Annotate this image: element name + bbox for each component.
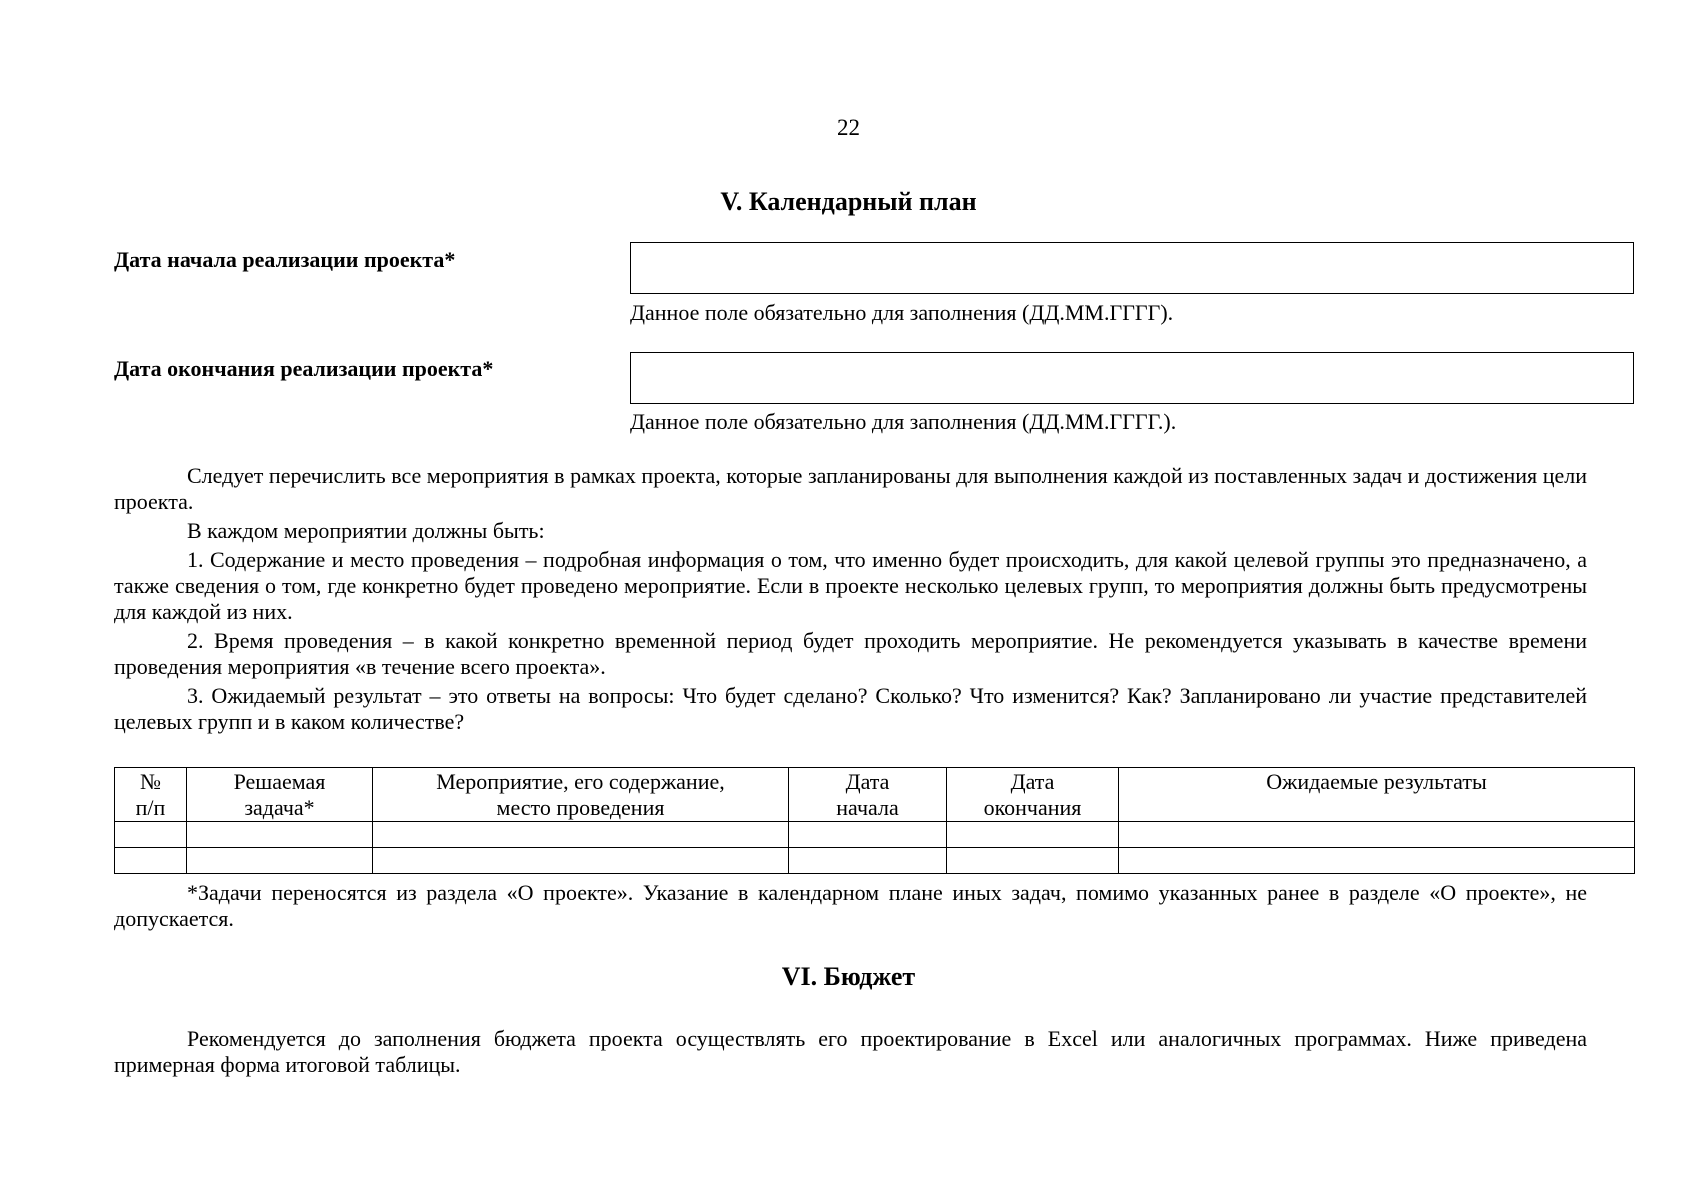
table-cell[interactable]: [115, 822, 187, 848]
header-task: Решаемая задача*: [187, 768, 373, 822]
start-date-label: Дата начала реализации проекта*: [114, 247, 456, 272]
table-cell[interactable]: [187, 822, 373, 848]
instructions-text: [114, 463, 1587, 738]
budget-text: [114, 1026, 1587, 1078]
header-start-date: Дата начала: [789, 768, 947, 822]
header-event: Мероприятие, его содержание, место проведения: [373, 768, 789, 822]
table-cell[interactable]: [115, 848, 187, 874]
budget-paragraph: Рекомендуется до заполнения бюджета проекта осуществлять его проектирование в Excel или аналогичных программах. Ниже приведена примерная форма итоговой таблицы.: [114, 1026, 1587, 1077]
section-title-budget: VI. Бюджет: [781, 962, 916, 991]
section-title-calendar-plan: V. Календарный план: [720, 187, 977, 216]
table-cell[interactable]: [789, 848, 947, 874]
table-cell[interactable]: [373, 822, 789, 848]
table-row: [115, 848, 1635, 874]
table-cell[interactable]: [187, 848, 373, 874]
table-cell[interactable]: [373, 848, 789, 874]
paragraph: 1. Содержание и место проведения – подробная информация о том, что именно будет происходить, для какой целевой группы это предназначено, а также сведения о том, где конкретно будет проведено мероприятие. Если в проекте несколько целевых групп, то мероприятия должны быть предусмотрены для каждой из них.: [114, 547, 1587, 624]
end-date-hint: Данное поле обязательно для заполнения (ДД.ММ.ГГГГ.).: [630, 409, 1177, 434]
table-row: [115, 822, 1635, 848]
header-end-date: Дата окончания: [947, 768, 1119, 822]
footnote-text: *Задачи переносятся из раздела «О проекте». Указание в календарном плане иных задач, помимо указанных ранее в разделе «О проекте», не допускается.: [114, 880, 1587, 931]
table-cell[interactable]: [1119, 848, 1635, 874]
paragraph: 2. Время проведения – в какой конкретно временной период будет проходить мероприятие. Не рекомендуется указывать в качестве времени проведения мероприятия «в течение всего проекта».: [114, 628, 1587, 679]
header-expected-results: Ожидаемые результаты: [1119, 768, 1635, 822]
paragraph: В каждом мероприятии должны быть:: [187, 518, 545, 543]
table-cell[interactable]: [947, 848, 1119, 874]
header-number: № п/п: [115, 768, 187, 822]
table-cell[interactable]: [947, 822, 1119, 848]
end-date-field[interactable]: [630, 352, 1634, 404]
page-number: 22: [837, 115, 860, 140]
start-date-field[interactable]: [630, 242, 1634, 294]
table-cell[interactable]: [1119, 822, 1635, 848]
paragraph: 3. Ожидаемый результат – это ответы на вопросы: Что будет сделано? Сколько? Что изменится? Как? Запланировано ли участие представителей целевых групп и в каком количестве?: [114, 683, 1587, 734]
paragraph: Следует перечислить все мероприятия в рамках проекта, которые запланированы для выполнения каждой из поставленных задач и достижения цели проекта.: [114, 463, 1587, 514]
start-date-hint: Данное поле обязательно для заполнения (ДД.ММ.ГГГГ).: [630, 300, 1174, 325]
calendar-plan-table: [114, 767, 1635, 874]
table-cell[interactable]: [789, 822, 947, 848]
table-header-row: [115, 768, 1635, 822]
end-date-label: Дата окончания реализации проекта*: [114, 356, 494, 381]
table-footnote: [114, 880, 1587, 932]
